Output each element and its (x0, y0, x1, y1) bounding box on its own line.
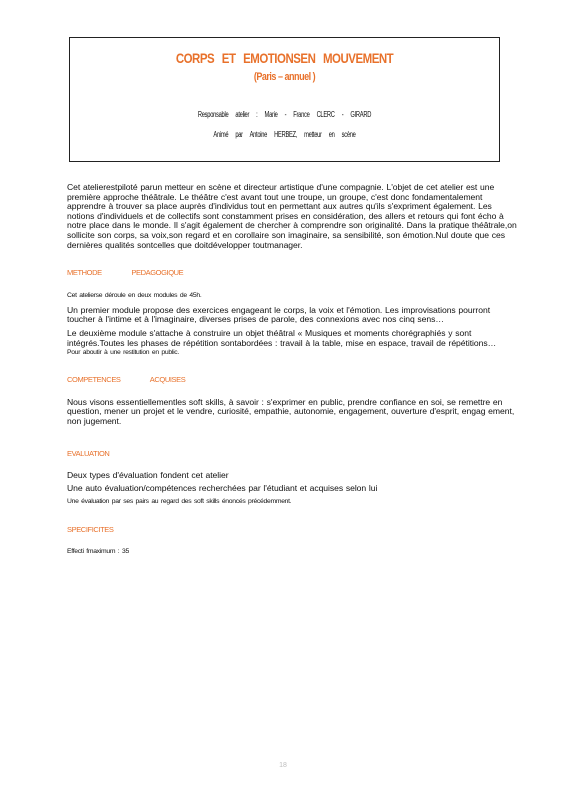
methode-heading: METHODE PEDAGOGIQUE (67, 268, 184, 278)
specificites-heading: SPECIFICITES (67, 525, 114, 535)
title-frame (69, 37, 500, 162)
methode-line-2: Un premier module propose des exercices engageant le corps, la voix et l'émotion. Les improvisations pourront toucher à l'intime et à l'imaginaire, diverses prises de parole, des connexions avec nos cinq sens… (67, 304, 491, 325)
document-subtitle: (Paris – annuel ) (253, 71, 316, 83)
methode-line-4: Pour aboutir à une restitution en public. (67, 349, 179, 357)
specificites-text: Effecti fmaximum : 35 (67, 548, 129, 556)
evaluation-line-2: Une auto évaluation/compétences recherchées par l'étudiant et acquises selon lui (67, 483, 378, 494)
evaluation-line-1: Deux types d'évaluation fondent cet atelier (67, 469, 229, 480)
competences-paragraph: Nous visons essentiellementles soft skills, à savoir : s'exprimer en public, prendre confiance en soi, se remettre en question, mener un projet et le vendre, curiosité, empathie, autonomie, engagement, ouverture d'esprit, engag ement, non jugement. (67, 396, 515, 426)
evaluation-heading: EVALUATION (67, 448, 110, 458)
methode-line-1: Cet atelierse déroule en deux modules de 45h. (67, 292, 202, 300)
intro-paragraph: Cet atelierestpiloté parun metteur en scène et directeur artistique d'une compagnie. L'objet de cet atelier est une première approche théâtrale. Le théâtre c'est avant tout une troupe, un groupe, c'est donc fondamentalement apprendre à trouver sa place auprès d'individus tout en permettant aux autres qu'ils s'expriment également. Les notions d'individuels et de collectifs sont constamment prises en considération, des allers et retours qui font écho à notre place dans le monde. Il s'agit également de chercher à comprendre son originalité. Dans la pratique théâtrale,on sollicite son corps, sa voix,son regard et en corollaire son imaginaire, sa sensibilité, son émotion.Nul doute que ces dernières qualités sontcelles que doitdévelopper toutmanager. (67, 182, 517, 250)
body-content (67, 183, 519, 557)
anime-line: Animé par Antoine HERBEZ, metteur en scène (213, 130, 356, 139)
responsable-line: Responsable atelier : Marie - France CLERC - GIRARD (197, 110, 372, 119)
document-title: CORPS ET EMOTIONSEN MOUVEMENT (175, 50, 394, 66)
methode-line-3: Le deuxième module s'attache à construire un objet théâtral « Musiques et moments chorégraphiés y sont intégrés.Toutes les phases de répétition sontabordées : travail à la table, mise en espace, travail de répétitions… (67, 327, 497, 348)
page-number: 18 (279, 762, 287, 769)
evaluation-line-3: Une évaluation par ses pairs au regard des soft skills énoncés précédemment. (67, 497, 292, 505)
competences-heading: COMPETENCES ACQUISES (67, 374, 186, 384)
